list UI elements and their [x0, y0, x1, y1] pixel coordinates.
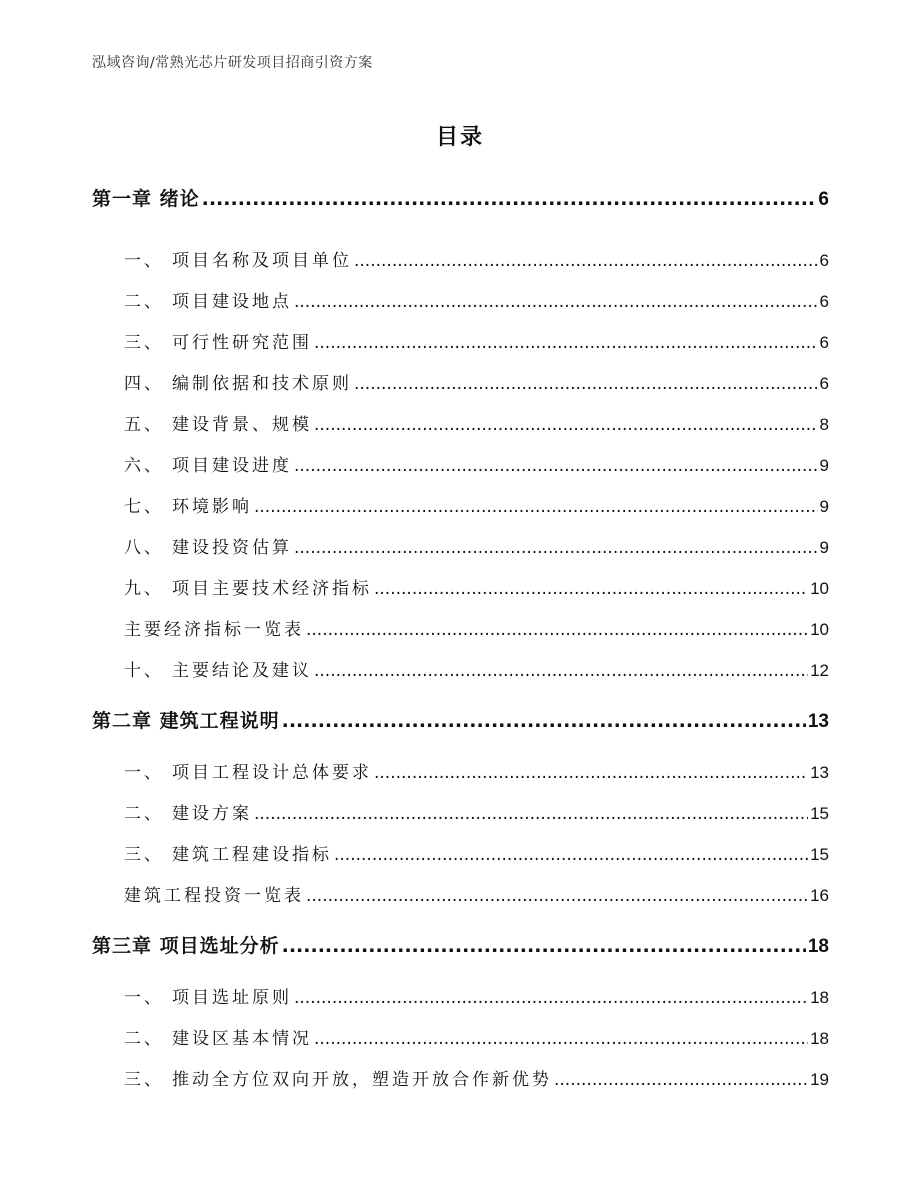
toc-dot-leader [314, 1029, 808, 1049]
toc-entry-number: 七、 [124, 497, 164, 517]
toc-entry-page-number: 6 [819, 374, 829, 393]
toc-entry-number: 八、 [124, 538, 164, 558]
toc-entry-page-number: 13 [807, 711, 829, 732]
toc-entry-label: 环境影响 [172, 497, 252, 517]
toc-entry-page-number: 6 [819, 251, 829, 270]
toc-entry-number: 五、 [124, 415, 164, 435]
toc-entry-number: 一、 [124, 988, 164, 1008]
toc-entry-page-number: 15 [810, 845, 829, 864]
toc-entry-label: 第二章 建筑工程说明 [92, 710, 280, 732]
toc-entry-number: 三、 [124, 333, 164, 353]
toc-section-entry[interactable] [92, 758, 829, 783]
toc-entry-number: 二、 [124, 804, 164, 824]
toc-entry-number: 十、 [124, 661, 164, 681]
toc-section-entry[interactable] [92, 1065, 829, 1090]
toc-entry-label: 主要经济指标一览表 [124, 620, 304, 640]
toc-dot-leader [294, 988, 808, 1008]
toc-entry-page-number: 6 [819, 333, 829, 352]
toc-section-entry[interactable] [92, 799, 829, 824]
toc-entry-page-number: 8 [819, 415, 829, 434]
toc-dot-leader [254, 804, 808, 824]
toc-section-entry[interactable] [92, 246, 829, 271]
toc-entry-label: 建设区基本情况 [172, 1029, 312, 1049]
toc-entry-label: 建设投资估算 [172, 538, 292, 558]
toc-section-entry[interactable] [92, 881, 829, 906]
toc-chapter-entry[interactable] [92, 706, 829, 733]
toc-entry-label: 项目建设进度 [172, 456, 292, 476]
toc-entry-page-number: 10 [810, 620, 829, 639]
toc-entry-page-number: 15 [810, 804, 829, 823]
toc-entry-page-number: 9 [819, 538, 829, 557]
toc-entry-label: 推动全方位双向开放，塑造开放合作新优势 [172, 1070, 552, 1090]
toc-entry-number: 三、 [124, 1070, 164, 1090]
toc-entry-page-number: 12 [810, 661, 829, 680]
toc-entry-page-number: 18 [807, 936, 829, 957]
toc-dot-leader [314, 661, 808, 681]
toc-dot-leader [294, 292, 818, 312]
toc-entry-label: 主要结论及建议 [172, 661, 312, 681]
toc-section-entry[interactable] [92, 451, 829, 476]
toc-entry-page-number: 18 [810, 988, 829, 1007]
toc-entry-number: 二、 [124, 292, 164, 312]
toc-section-entry[interactable] [92, 492, 829, 517]
toc-dot-leader [554, 1070, 808, 1090]
toc-entry-number: 二、 [124, 1029, 164, 1049]
toc-entry-label: 项目选址原则 [172, 988, 292, 1008]
toc-entry-label: 项目主要技术经济指标 [172, 579, 372, 599]
toc-section-entry[interactable] [92, 656, 829, 681]
toc-entry-label: 建筑工程投资一览表 [124, 886, 304, 906]
toc-entry-label: 第一章 绪论 [92, 188, 200, 210]
toc-entry-page-number: 18 [810, 1029, 829, 1048]
toc-entry-page-number: 9 [819, 497, 829, 516]
page-title: 目录 [435, 125, 484, 150]
toc-dot-leader [294, 538, 818, 558]
toc-entry-label: 可行性研究范围 [172, 333, 312, 353]
toc-section-entry[interactable] [92, 287, 829, 312]
toc-entry-number: 九、 [124, 579, 164, 599]
toc-dot-leader [306, 620, 808, 640]
toc-dot-leader [374, 763, 808, 783]
toc-section-entry[interactable] [92, 369, 829, 394]
toc-entry-label: 项目建设地点 [172, 292, 292, 312]
toc-entry-number: 三、 [124, 845, 164, 865]
toc-entry-page-number: 6 [818, 189, 829, 210]
toc-entry-page-number: 10 [810, 579, 829, 598]
toc-dot-leader [354, 251, 818, 271]
toc-dot-leader [314, 333, 818, 353]
toc-entry-label: 建筑工程建设指标 [172, 845, 332, 865]
toc-entry-page-number: 13 [810, 763, 829, 782]
toc-section-entry[interactable] [92, 410, 829, 435]
toc-section-entry[interactable] [92, 328, 829, 353]
toc-dot-leader [254, 497, 818, 517]
toc-entry-label: 编制依据和技术原则 [172, 374, 352, 394]
toc-entry-page-number: 19 [810, 1070, 829, 1089]
toc-dot-leader [306, 886, 808, 906]
toc-entry-label: 建设方案 [172, 804, 252, 824]
toc-dot-leader [282, 710, 806, 732]
toc-entry-label: 第三章 项目选址分析 [92, 935, 280, 957]
toc-entry-label: 项目工程设计总体要求 [172, 763, 372, 783]
toc-entry-label: 建设背景、规模 [172, 415, 312, 435]
toc-entry-number: 六、 [124, 456, 164, 476]
toc-section-entry[interactable] [92, 840, 829, 865]
toc-entry-page-number: 9 [819, 456, 829, 475]
toc-dot-leader [334, 845, 808, 865]
toc-dot-leader [314, 415, 818, 435]
toc-dot-leader [354, 374, 818, 394]
toc-entry-page-number: 6 [819, 292, 829, 311]
toc-entry-number: 一、 [124, 251, 164, 271]
toc-section-entry[interactable] [92, 574, 829, 599]
toc-dot-leader [374, 579, 808, 599]
toc-entry-label: 项目名称及项目单位 [172, 251, 352, 271]
toc-section-entry[interactable] [92, 1024, 829, 1049]
toc-chapter-entry[interactable] [92, 184, 829, 211]
toc-section-entry[interactable] [92, 983, 829, 1008]
toc-section-entry[interactable] [92, 615, 829, 640]
toc-chapter-entry[interactable] [92, 931, 829, 958]
toc-entry-number: 四、 [124, 374, 164, 394]
page-header: 泓域咨询/常熟光芯片研发项目招商引资方案 [92, 55, 373, 71]
toc-entry-number: 一、 [124, 763, 164, 783]
toc-dot-leader [202, 188, 817, 210]
toc-section-entry[interactable] [92, 533, 829, 558]
toc-dot-leader [294, 456, 818, 476]
toc-entry-page-number: 16 [810, 886, 829, 905]
toc-dot-leader [282, 935, 806, 957]
